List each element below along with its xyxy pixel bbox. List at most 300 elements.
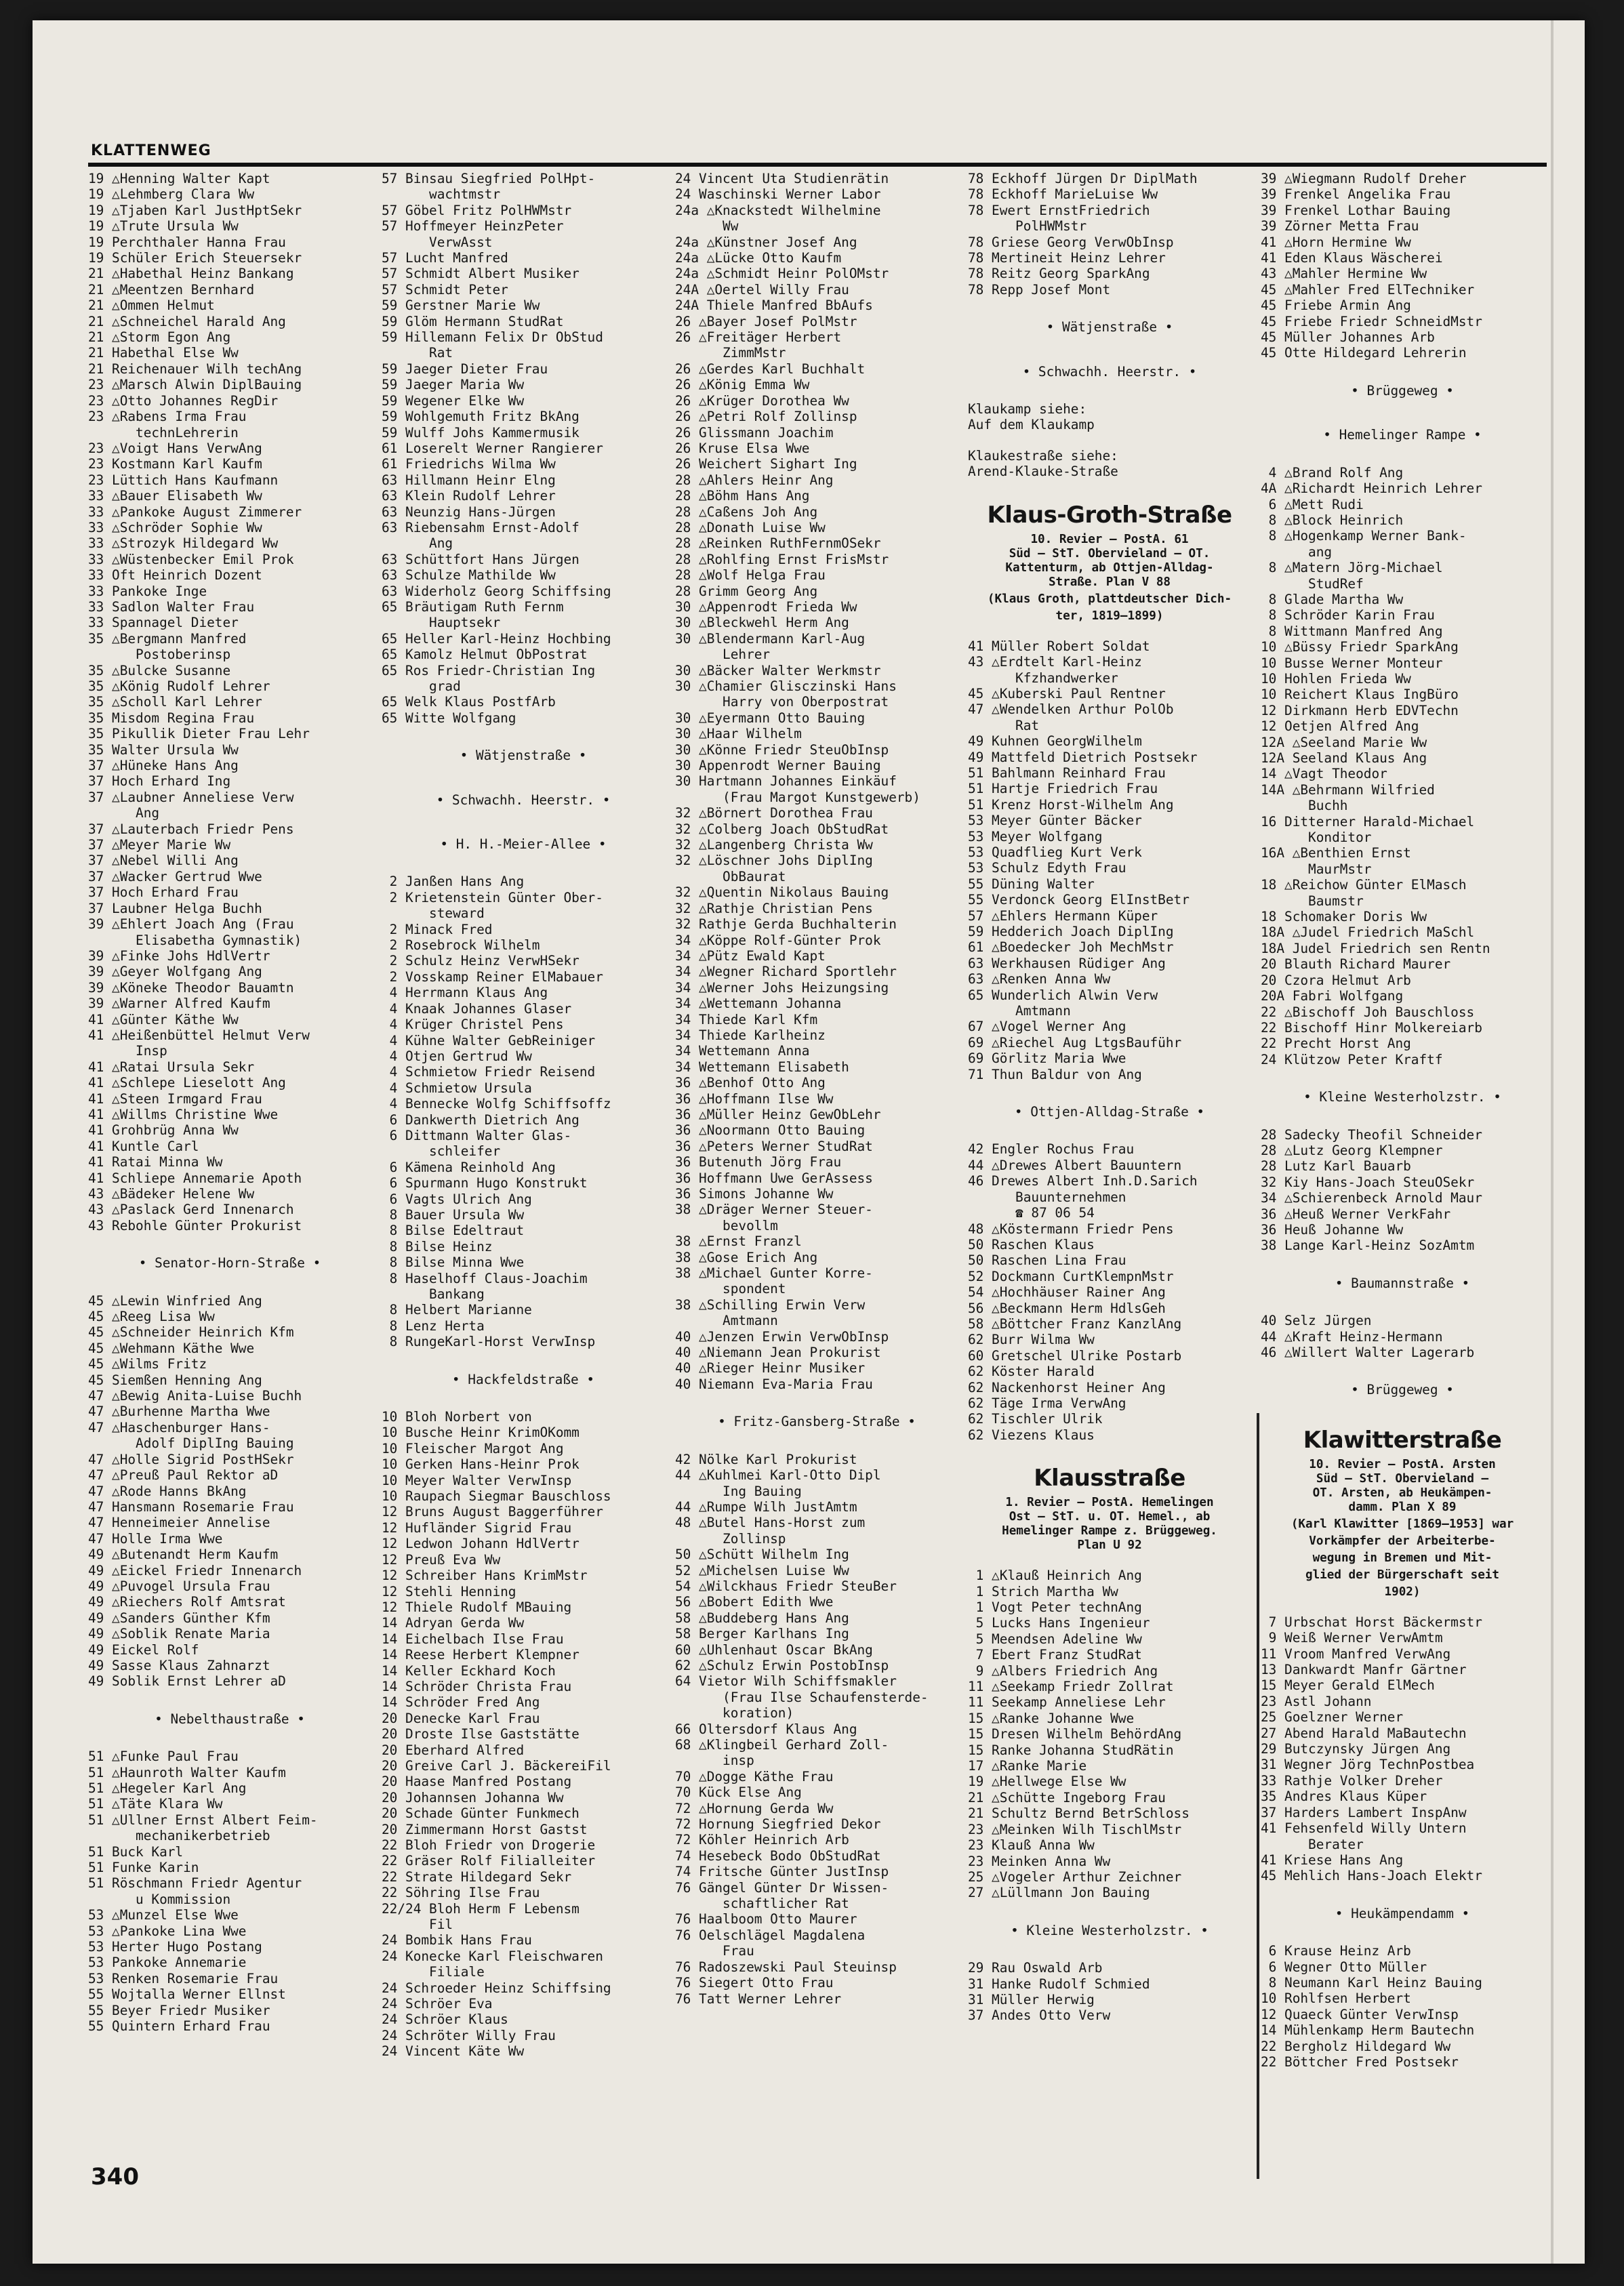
- resident-entry: 4 Otjen Gertrud Ww: [382, 1048, 532, 1064]
- resident-entry: 10 Busse Werner Monteur: [1261, 655, 1443, 671]
- resident-entry: 10 Fleischer Margot Ang: [382, 1440, 564, 1456]
- resident-entry: 15 Ranke Johanna StudRätin: [968, 1742, 1174, 1758]
- spacer: [968, 480, 1251, 495]
- resident-entry: 4 Knaak Johannes Glaser: [382, 1000, 572, 1017]
- resident-entry: 38 △Dräger Werner Steuer-: [675, 1202, 873, 1218]
- resident-entry: 59 Glöm Hermann StudRat: [382, 313, 564, 329]
- resident-entry: 34 Thiede Karlheinz: [675, 1027, 826, 1043]
- spacer: [968, 624, 1251, 638]
- resident-entry: 45 Friebe Friedr SchneidMstr: [1261, 313, 1482, 329]
- resident-entry: 14 Schröder Fred Ang: [382, 1694, 540, 1711]
- spacer: [382, 1350, 665, 1365]
- resident-entry: 55 Düning Walter: [968, 876, 1095, 892]
- resident-entry: 45 △Lewin Winfried Ang: [88, 1292, 262, 1309]
- resident-entry: Klaukamp siehe:: [968, 401, 1087, 417]
- resident-entry: 69 Görlitz Maria Wwe: [968, 1050, 1126, 1067]
- resident-entry: 12 Dirkmann Herb EDVTechn: [1261, 702, 1459, 718]
- resident-entry: 18A △Judel Friedrich MaSchl: [1261, 924, 1475, 941]
- resident-entry: 6 Vagts Ulrich Ang: [382, 1191, 532, 1207]
- resident-entry: 34 Thiede Karl Kfm: [675, 1011, 818, 1027]
- resident-entry: ☎ 87 06 54: [968, 1205, 1095, 1221]
- spacer: [1261, 1298, 1544, 1313]
- spacer: [1261, 1599, 1544, 1614]
- resident-entry: 59 Jaeger Dieter Frau: [382, 361, 548, 377]
- resident-entry: 21 △Schütte Ingeborg Frau: [968, 1789, 1166, 1805]
- resident-entry: 37 Hoch Erhard Frau: [88, 884, 239, 901]
- resident-entry: 8 Glade Martha Ww: [1261, 591, 1404, 607]
- street-description: 10. Revier — PostA. Arsten: [1309, 1457, 1496, 1471]
- resident-entry: 40 △Jenzen Erwin VerwObInsp: [675, 1328, 889, 1345]
- resident-entry: 37 Harders Lambert InspAnw: [1261, 1804, 1467, 1820]
- resident-entry: 20 Droste Ilse Gaststätte: [382, 1726, 580, 1742]
- resident-entry: 22 △Bischoff Joh Bauschloss: [1261, 1004, 1475, 1020]
- resident-entry: 54 △Wilckhaus Friedr SteuBer: [675, 1578, 897, 1594]
- cross-street: • Schwachh. Heerstr. •: [436, 792, 611, 808]
- resident-entry: 17 △Ranke Marie: [968, 1758, 1087, 1774]
- resident-entry: 24 Klützow Peter Kraftf: [1261, 1051, 1443, 1067]
- resident-entry: 20 Denecke Karl Frau: [382, 1710, 540, 1726]
- resident-entry: 12 Ledwon Johann HdlVertr: [382, 1536, 580, 1552]
- resident-entry: 35 Misdom Regina Frau: [88, 710, 255, 726]
- resident-entry: 8 Helbert Marianne: [382, 1302, 532, 1318]
- resident-entry: 14 Schröder Christa Frau: [382, 1678, 572, 1694]
- resident-entry: 19 △Henning Walter Kapt: [88, 171, 270, 186]
- resident-entry: 33 Oft Heinrich Dozent: [88, 567, 262, 584]
- resident-entry: 45 △Kuberski Paul Rentner: [968, 685, 1166, 701]
- resident-entry: mechanikerbetrieb: [88, 1828, 270, 1844]
- spacer: [1261, 405, 1544, 420]
- cross-street: • Kleine Westerholzstr. •: [1303, 1089, 1501, 1105]
- resident-entry: 10 Raupach Siegmar Bauschloss: [382, 1488, 611, 1505]
- cross-street: • Schwachh. Heerstr. •: [1022, 363, 1197, 380]
- resident-entry: 4 Herrmann Klaus Ang: [382, 985, 548, 1001]
- street-description: damm. Plan X 89: [1348, 1500, 1457, 1514]
- resident-entry: 57 Hoffmeyer HeinzPeter: [382, 218, 564, 234]
- resident-entry: 37 Hoch Erhard Ing: [88, 773, 231, 790]
- resident-entry: 67 △Vogel Werner Ang: [968, 1019, 1126, 1035]
- resident-entry: 20 Czora Helmut Arb: [1261, 972, 1411, 988]
- resident-entry: 6 Dittmann Walter Glas-: [382, 1127, 572, 1143]
- resident-entry: 48 △Butel Hans-Horst zum: [675, 1515, 866, 1531]
- resident-entry: 78 Mertineit Heinz Lehrer: [968, 250, 1166, 266]
- resident-entry: Lehrer: [675, 647, 771, 663]
- resident-entry: Harry von Oberpostrat: [675, 694, 889, 710]
- resident-entry: 22 Strate Hildegard Sekr: [382, 1869, 572, 1885]
- resident-entry: 20 Johannsen Johanna Ww: [382, 1789, 564, 1805]
- resident-entry: 24 Schröter Willy Frau: [382, 2027, 556, 2043]
- resident-entry: 33 Pankoke Inge: [88, 583, 207, 599]
- column-3: [675, 171, 958, 2177]
- resident-entry: 15 Meyer Gerald ElMech: [1261, 1677, 1435, 1694]
- resident-entry: 16 Ditterner Harald-Michael: [1261, 813, 1475, 830]
- spacer: [88, 1278, 371, 1293]
- resident-entry: 36 △Müller Heinz GewObLehr: [675, 1106, 881, 1122]
- resident-entry: Fil: [382, 1917, 453, 1933]
- resident-entry: 12A Seeland Klaus Ang: [1261, 750, 1427, 766]
- resident-entry: 4A △Richardt Heinrich Lehrer: [1261, 481, 1482, 497]
- resident-entry: 30 △Könne Friedr SteuObInsp: [675, 741, 889, 758]
- resident-entry: 66 Oltersdorf Klaus Ang: [675, 1721, 857, 1737]
- resident-entry: 11 △Seekamp Friedr Zollrat: [968, 1679, 1174, 1695]
- resident-entry: 57 Schmidt Peter: [382, 281, 508, 298]
- spacer: [675, 1392, 958, 1407]
- resident-entry: 6 Spurmann Hugo Konstrukt: [382, 1175, 588, 1191]
- resident-entry: 47 △Bewig Anita-Luise Buchh: [88, 1388, 302, 1404]
- cross-street: • Hackfeldstraße •: [451, 1371, 595, 1387]
- resident-entry: bevollm: [675, 1217, 778, 1233]
- resident-entry: 37 △Laubner Anneliese Verw: [88, 789, 294, 805]
- resident-entry: 22 Precht Horst Ang: [1261, 1036, 1411, 1052]
- column-5: [1261, 171, 1544, 2177]
- resident-entry: 28 △Böhm Hans Ang: [675, 488, 810, 504]
- resident-entry: Adolf DiplIng Bauing: [88, 1435, 294, 1452]
- resident-entry: 45 △Wehmann Käthe Wwe: [88, 1340, 255, 1356]
- resident-entry: 78 Eckhoff Jürgen Dr DiplMath: [968, 171, 1198, 186]
- resident-entry: 51 △Hegeler Karl Ang: [88, 1780, 247, 1796]
- resident-entry: 41 Schliepe Annemarie Apoth: [88, 1170, 302, 1186]
- resident-entry: 4 Schmietow Ursula: [382, 1080, 532, 1096]
- street-name-note: (Karl Klawitter [1869—1953] war: [1291, 1517, 1514, 1531]
- resident-entry: 63 Widerholz Georg Schiffsing: [382, 583, 611, 599]
- resident-entry: 62 Burr Wilma Ww: [968, 1332, 1095, 1348]
- resident-entry: 44 △Kraft Heinz-Hermann: [1261, 1328, 1443, 1345]
- resident-entry: 76 Gängel Günter Dr Wissen-: [675, 1879, 889, 1896]
- resident-entry: 49 Mattfeld Dietrich Postsekr: [968, 749, 1198, 765]
- resident-entry: 34 △Pütz Ewald Kapt: [675, 947, 826, 964]
- street-description: 1. Revier — PostA. Hemelingen: [1005, 1496, 1214, 1510]
- resident-entry: steward: [382, 905, 485, 922]
- resident-entry: 68 △Klingbeil Gerhard Zoll-: [675, 1737, 889, 1753]
- resident-entry: 74 Hesebeck Bodo ObStudRat: [675, 1848, 881, 1864]
- resident-entry: 53 △Munzel Else Wwe: [88, 1907, 239, 1923]
- column-1: [88, 171, 371, 2177]
- resident-entry: 32 Kiy Hans-Joach SteuOSekr: [1261, 1174, 1475, 1190]
- resident-entry: 37 Laubner Helga Buchh: [88, 900, 262, 916]
- resident-entry: 2 Minack Fred: [382, 921, 493, 937]
- resident-entry: 21 Schultz Bernd BetrSchloss: [968, 1805, 1190, 1822]
- resident-entry: 23 Klauß Anna Ww: [968, 1837, 1095, 1854]
- resident-entry: (Frau Margot Kunstgewerb): [675, 789, 920, 805]
- resident-entry: 23 △Otto Johannes RegDir: [88, 392, 279, 409]
- resident-entry: 8 Lenz Herta: [382, 1318, 485, 1334]
- resident-entry: technLehrerin: [88, 424, 239, 441]
- resident-entry: 53 Quadflieg Kurt Verk: [968, 844, 1142, 860]
- resident-entry: 39 △Finke Johs HdlVertr: [88, 947, 270, 964]
- resident-entry: 23 Meinken Anna Ww: [968, 1853, 1111, 1869]
- resident-entry: 12 Oetjen Alfred Ang: [1261, 718, 1419, 735]
- resident-entry: Arend-Klauke-Straße: [968, 464, 1118, 480]
- resident-entry: 40 Niemann Eva-Maria Frau: [675, 1376, 873, 1392]
- resident-entry: 20 Haase Manfred Postang: [382, 1774, 572, 1790]
- resident-entry: Bankang: [382, 1286, 485, 1302]
- resident-entry: 14 Keller Eckhard Koch: [382, 1662, 556, 1679]
- resident-entry: 22/24 Bloh Herm F Lebensm: [382, 1900, 580, 1917]
- resident-entry: 35 Walter Ursula Ww: [88, 741, 239, 758]
- resident-entry: 36 △Peters Werner StudRat: [675, 1138, 873, 1154]
- page-edge: [1551, 20, 1554, 2264]
- resident-entry: 24A △Oertel Willy Frau: [675, 281, 849, 298]
- resident-entry: schaftlicher Rat: [675, 1896, 849, 1912]
- resident-entry: 30 △Appenrodt Frieda Ww: [675, 598, 857, 615]
- resident-entry: 6 Dankwerth Dietrich Ang: [382, 1111, 580, 1128]
- resident-entry: 38 △Gose Erich Ang: [675, 1249, 818, 1265]
- resident-entry: 14 Mühlenkamp Herm Bautechn: [1261, 2022, 1475, 2039]
- resident-entry: 20 Blauth Richard Maurer: [1261, 956, 1451, 973]
- resident-entry: 74 Fritsche Günter JustInsp: [675, 1864, 889, 1880]
- resident-entry: 8 Wittmann Manfred Ang: [1261, 623, 1443, 639]
- resident-entry: 9 △Albers Friedrich Ang: [968, 1662, 1158, 1679]
- resident-entry: 51 Röschmann Friedr Agentur: [88, 1875, 302, 1892]
- resident-entry: 26 △Gerdes Karl Buchhalt: [675, 361, 866, 377]
- resident-entry: 33 Sadlon Walter Frau: [88, 598, 255, 615]
- resident-entry: 19 △Lehmberg Clara Ww: [88, 186, 255, 203]
- street-description: OT. Arsten, ab Heukämpen-: [1312, 1486, 1493, 1500]
- resident-entry: 21 Habethal Else Ww: [88, 345, 239, 361]
- resident-entry: 51 △Funke Paul Frau: [88, 1749, 239, 1765]
- resident-entry: 78 Ewert ErnstFriedrich: [968, 202, 1150, 218]
- resident-entry: koration): [675, 1705, 794, 1721]
- resident-entry: 37 Andes Otto Verw: [968, 2007, 1111, 2024]
- resident-entry: 8 Schröder Karin Frau: [1261, 607, 1435, 624]
- resident-entry: 12 Stehli Henning: [382, 1583, 516, 1599]
- resident-entry: 19 △Hellwege Else Ww: [968, 1774, 1126, 1790]
- resident-entry: 8 Bilse Edeltraut: [382, 1223, 525, 1239]
- resident-entry: 49 Eickel Rolf: [88, 1641, 199, 1658]
- page-number: 340: [91, 2163, 139, 2190]
- resident-entry: 52 △Michelsen Luise Ww: [675, 1562, 849, 1578]
- street-description: Straße. Plan V 88: [1048, 575, 1171, 589]
- resident-entry: 47 △Preuß Paul Rektor aD: [88, 1467, 279, 1484]
- resident-entry: 45 Müller Johannes Arb: [1261, 329, 1435, 346]
- resident-entry: 24 Schröer Klaus: [382, 2012, 508, 2028]
- resident-entry: 36 Butenuth Jörg Frau: [675, 1154, 842, 1170]
- resident-entry: 20 Schade Günter Funkmech: [382, 1805, 580, 1822]
- street-name-note: wegung in Bremen und Mit-: [1312, 1551, 1493, 1565]
- spacer: [968, 1443, 1251, 1458]
- resident-entry: 24a △Künstner Josef Ang: [675, 234, 857, 250]
- resident-entry: 28 △Caßens Joh Ang: [675, 504, 818, 520]
- resident-entry: 72 Köhler Heinrich Arb: [675, 1832, 849, 1848]
- resident-entry: 15 Dresen Wilhelm BehördAng: [968, 1726, 1182, 1742]
- resident-entry: 2 Janßen Hans Ang: [382, 874, 525, 890]
- resident-entry: 49 Kuhnen GeorgWilhelm: [968, 733, 1142, 750]
- resident-entry: Zollinsp: [675, 1530, 786, 1547]
- resident-entry: 28 △Donath Luise Ww: [675, 519, 826, 535]
- resident-entry: 47 △Holle Sigrid PostHSekr: [88, 1451, 294, 1467]
- cross-street: • Brüggeweg •: [1351, 1382, 1454, 1398]
- street-description: Süd — StT. Obervieland — OT.: [1009, 546, 1211, 560]
- resident-entry: Ing Bauing: [675, 1483, 802, 1499]
- resident-entry: 64 Vietor Wilh Schiffsmakler: [675, 1673, 897, 1690]
- resident-entry: 2 Rosebrock Wilhelm: [382, 937, 540, 954]
- resident-entry: 65 Kamolz Helmut ObPostrat: [382, 647, 588, 663]
- resident-entry: 41 Grohbrüg Anna Ww: [88, 1122, 239, 1139]
- resident-entry: 27 Abend Harald MaBautechn: [1261, 1725, 1467, 1741]
- resident-entry: 10 Reichert Klaus IngBüro: [1261, 687, 1459, 703]
- resident-entry: 39 Frenkel Angelika Frau: [1261, 186, 1451, 203]
- resident-entry: StudRef: [1261, 575, 1364, 592]
- resident-entry: 22 Gräser Rolf Filialleiter: [382, 1853, 596, 1869]
- resident-entry: 19 Perchthaler Hanna Frau: [88, 234, 286, 250]
- resident-entry: 45 △Reeg Lisa Ww: [88, 1309, 215, 1325]
- resident-entry: 33 △Strozyk Hildegard Ww: [88, 535, 279, 552]
- running-head: KLATTENWEG: [91, 142, 211, 159]
- resident-entry: 22 Bloh Friedr von Drogerie: [382, 1837, 596, 1853]
- resident-entry: 61 Friedrichs Wilma Ww: [382, 456, 556, 472]
- resident-entry: 20 Greive Carl J. BäckereiFil: [382, 1757, 611, 1774]
- resident-entry: 33 Spannagel Dieter: [88, 615, 239, 631]
- resident-entry: Baumstr: [1261, 893, 1364, 909]
- resident-entry: 14 Adryan Gerda Ww: [382, 1615, 525, 1631]
- resident-entry: Filiale: [382, 1964, 485, 1980]
- resident-entry: 32 △Börnert Dorothea Frau: [675, 805, 873, 821]
- resident-entry: 10 Gerken Hans-Heinr Prok: [382, 1456, 580, 1473]
- resident-entry: 41 Eden Klaus Wäscherei: [1261, 250, 1443, 266]
- resident-entry: 30 △Eyermann Otto Bauing: [675, 710, 866, 726]
- resident-entry: 41 △Willms Christine Wwe: [88, 1106, 279, 1122]
- resident-entry: 43 △Mahler Hermine Ww: [1261, 266, 1427, 282]
- resident-entry: 45 △Wilms Fritz: [88, 1356, 207, 1372]
- resident-entry: 31 Hanke Rudolf Schmied: [968, 1976, 1150, 1992]
- resident-entry: 28 △Reinken RuthFernmOSekr: [675, 535, 881, 552]
- resident-entry: 42 Nölke Karl Prokurist: [675, 1451, 857, 1467]
- resident-entry: spondent: [675, 1281, 786, 1297]
- resident-entry: 32 △Langenberg Christa Ww: [675, 837, 873, 853]
- header-rule: [88, 163, 1547, 167]
- resident-entry: 14A △Behrmann Wilfried: [1261, 781, 1435, 798]
- resident-entry: 29 Rau Oswald Arb: [968, 1960, 1103, 1976]
- resident-entry: 76 Tatt Werner Lehrer: [675, 1991, 842, 2007]
- resident-entry: 31 Müller Herwig: [968, 1991, 1095, 2007]
- resident-entry: 53 Renken Rosemarie Frau: [88, 1970, 279, 1986]
- resident-entry: 11 Vroom Manfred VerwAng: [1261, 1646, 1451, 1662]
- resident-entry: 43 △Erdtelt Karl-Heinz: [968, 654, 1142, 670]
- resident-entry: 38 △Ernst Franzl: [675, 1233, 802, 1250]
- resident-entry: 55 Wojtalla Werner Ellnst: [88, 1986, 286, 2003]
- resident-entry: 14 Eichelbach Ilse Frau: [382, 1631, 564, 1647]
- cross-street: • Brüggeweg •: [1351, 382, 1454, 399]
- resident-entry: 39 △Ehlert Joach Ang (Frau: [88, 916, 294, 933]
- resident-entry: 19 △Tjaben Karl JustHptSekr: [88, 202, 302, 218]
- resident-entry: 28 △Ahlers Heinr Ang: [675, 472, 834, 488]
- resident-entry: 28 △Lutz Georg Klempner: [1261, 1142, 1443, 1158]
- resident-entry: 6 Krause Heinz Arb: [1261, 1943, 1411, 1959]
- cross-street: • Kleine Westerholzstr. •: [1011, 1922, 1209, 1938]
- resident-entry: Kfzhandwerker: [968, 670, 1118, 686]
- resident-entry: 59 Wulff Johs Kammermusik: [382, 424, 580, 441]
- resident-entry: Postoberinsp: [88, 647, 231, 663]
- spacer: [1261, 1884, 1544, 1899]
- resident-entry: 35 △Bulcke Susanne: [88, 662, 231, 678]
- resident-entry: 43 △Paslack Gerd Innenarch: [88, 1202, 294, 1218]
- resident-entry: 24 Vincent Uta Studienrätin: [675, 171, 889, 186]
- resident-entry: 76 Haalboom Otto Maurer: [675, 1911, 857, 1927]
- resident-entry: Buchh: [1261, 798, 1348, 814]
- resident-entry: 49 △Puvogel Ursula Frau: [88, 1578, 270, 1594]
- resident-entry: 21 △Meentzen Bernhard: [88, 281, 255, 298]
- resident-entry: 53 Meyer Günter Bäcker: [968, 813, 1142, 829]
- resident-entry: 39 △Geyer Wolfgang Ang: [88, 964, 262, 980]
- resident-entry: 51 Krenz Horst-Wilhelm Ang: [968, 796, 1174, 813]
- resident-entry: 8 RungeKarl-Horst VerwInsp: [382, 1334, 596, 1350]
- resident-entry: u Kommission: [88, 1891, 231, 1907]
- resident-entry: 32 △Rathje Christian Pens: [675, 900, 873, 916]
- resident-entry: 24a △Schmidt Heinr PolOMstr: [675, 266, 889, 282]
- resident-entry: 37 △Meyer Marie Ww: [88, 837, 231, 853]
- resident-entry: Elisabetha Gymnastik): [88, 932, 302, 948]
- resident-entry: 76 Siegert Otto Frau: [675, 1975, 834, 1991]
- resident-entry: 44 △Kuhlmei Karl-Otto Dipl: [675, 1467, 881, 1484]
- resident-entry: 24a △Knackstedt Wilhelmine: [675, 202, 881, 218]
- resident-entry: 12 Bruns August Baggerführer: [382, 1504, 603, 1520]
- resident-entry: 10 Meyer Walter VerwInsp: [382, 1472, 572, 1488]
- resident-entry: 19 △Trute Ursula Ww: [88, 218, 239, 234]
- resident-entry: 41 △Steen Irmgard Frau: [88, 1090, 262, 1107]
- resident-entry: 8 △Hogenkamp Werner Bank-: [1261, 528, 1467, 544]
- resident-entry: 12 Quaeck Günter VerwInsp: [1261, 2006, 1459, 2022]
- resident-entry: 51 △Täte Klara Ww: [88, 1796, 223, 1812]
- resident-entry: 8 △Block Heinrich: [1261, 512, 1404, 528]
- street-name-note: 1902): [1384, 1585, 1421, 1599]
- resident-entry: 30 △Chamier Glisczinski Hans: [675, 678, 897, 694]
- resident-entry: 65 Wunderlich Alwin Verw: [968, 987, 1158, 1003]
- resident-entry: 78 Repp Josef Mont: [968, 281, 1111, 298]
- resident-entry: 55 Beyer Friedr Musiker: [88, 2002, 270, 2018]
- resident-entry: 59 Jaeger Maria Ww: [382, 377, 525, 393]
- street-description: Plan U 92: [1077, 1538, 1142, 1553]
- resident-entry: 55 Quintern Erhard Frau: [88, 2018, 270, 2035]
- resident-entry: 52 Dockmann CurtKlempnMstr: [968, 1268, 1174, 1284]
- resident-entry: 57 △Ehlers Hermann Küper: [968, 907, 1158, 924]
- cross-street: • Baumannstraße •: [1335, 1275, 1470, 1291]
- resident-entry: 34 △Wettemann Johanna: [675, 996, 842, 1012]
- spacer: [1261, 1067, 1544, 1082]
- resident-entry: 29 Butczynsky Jürgen Ang: [1261, 1741, 1451, 1757]
- resident-entry: 39 Zörner Metta Frau: [1261, 218, 1419, 234]
- spacer: [382, 1394, 665, 1409]
- spacer: [88, 1233, 371, 1248]
- resident-entry: 34 △Werner Johs Heizungsing: [675, 979, 889, 996]
- resident-entry: 8 Bilse Minna Wwe: [382, 1254, 525, 1271]
- cross-street: • Ottjen-Alldag-Straße •: [1014, 1104, 1205, 1120]
- resident-entry: 8 Bauer Ursula Ww: [382, 1206, 525, 1223]
- resident-entry: 36 △Benhof Otto Ang: [675, 1075, 826, 1091]
- spacer: [1261, 1405, 1544, 1420]
- resident-entry: 47 △Burhenne Martha Wwe: [88, 1404, 270, 1420]
- resident-entry: 30 Appenrodt Werner Bauing: [675, 758, 881, 774]
- resident-entry: 36 △Noormann Otto Bauing: [675, 1122, 866, 1139]
- resident-entry: 30 △Bleckwehl Herm Ang: [675, 615, 849, 631]
- resident-entry: 35 △Scholl Karl Lehrer: [88, 694, 262, 710]
- resident-entry: 41 Kriese Hans Ang: [1261, 1852, 1404, 1868]
- resident-entry: 51 Hartje Friedrich Frau: [968, 781, 1158, 797]
- resident-entry: 70 △Dogge Käthe Frau: [675, 1768, 834, 1784]
- resident-entry: 51 Buck Karl: [88, 1843, 184, 1860]
- resident-entry: 14 Reese Herbert Klempner: [382, 1647, 580, 1663]
- spacer: [382, 815, 665, 830]
- resident-entry: 8 Haselhoff Claus-Joachim: [382, 1270, 588, 1286]
- cross-street: • Hemelinger Rampe •: [1323, 427, 1482, 443]
- resident-entry: 59 Wegener Elke Ww: [382, 392, 525, 409]
- spacer: [968, 1553, 1251, 1568]
- resident-entry: 45 Mehlich Hans-Joach Elektr: [1261, 1868, 1482, 1884]
- resident-entry: 12 Preuß Eva Ww: [382, 1551, 501, 1568]
- resident-entry: 8 △Matern Jörg-Michael: [1261, 560, 1443, 576]
- resident-entry: 50 Raschen Klaus: [968, 1236, 1095, 1252]
- resident-entry: 41 Müller Robert Soldat: [968, 638, 1150, 654]
- resident-entry: (Frau Ilse Schaufensterde-: [675, 1689, 929, 1705]
- resident-entry: 61 △Boedecker Joh MechMstr: [968, 939, 1174, 956]
